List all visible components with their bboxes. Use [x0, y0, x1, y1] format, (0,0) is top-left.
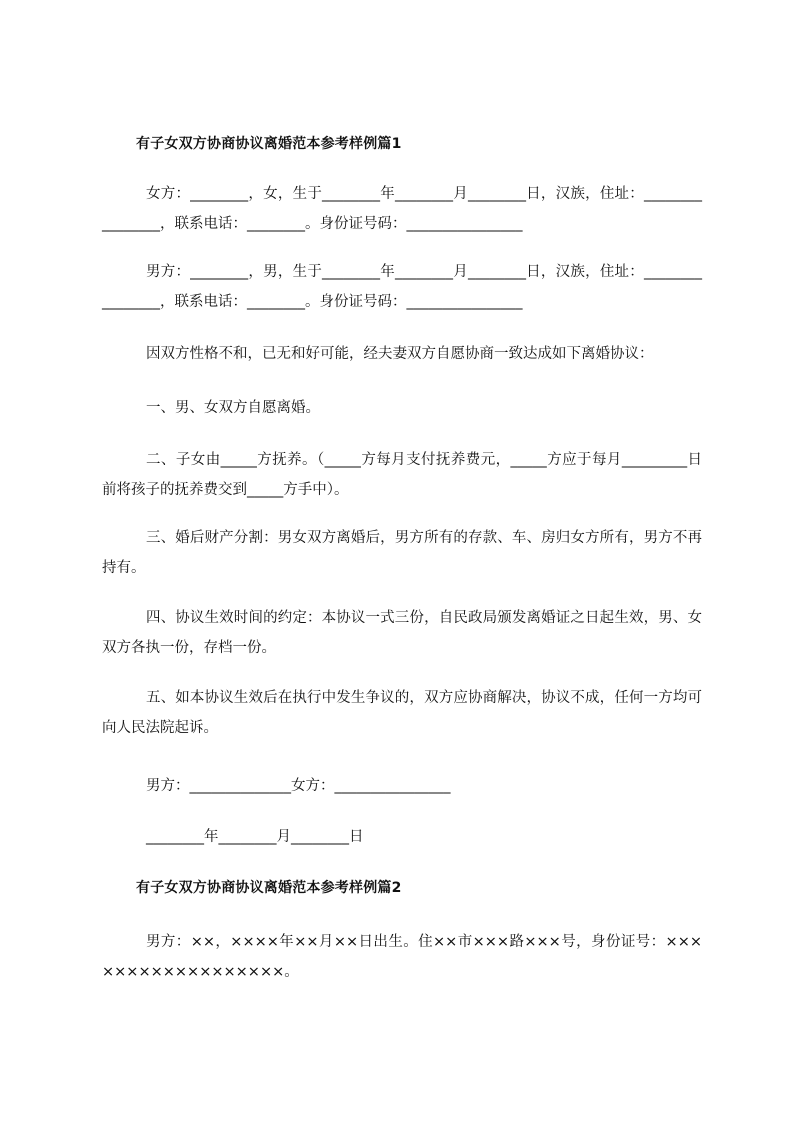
clause-5-paragraph: 五、如本协议生效后在执行中发生争议的，双方应协商解决，协议不成，任何一方均可向人民法院起诉。 — [102, 690, 702, 736]
section-heading-2: 有子女双方协商协议离婚范本参考样例篇2 — [136, 880, 402, 896]
clause-2-paragraph: 二、子女由_____方抚养。（_____方每月支付抚养费元，_____方应于每月_________日前将孩子的抚养费交到_____方手中）。 — [102, 452, 702, 498]
clause-4-paragraph: 四、协议生效时间的约定：本协议一式三份，自民政局颁发离婚证之日起生效，男、女双方各执一份，存档一份。 — [102, 610, 702, 656]
man-info-paragraph-2: 男方：××，××××年××月××日出生。住××市×××路×××号，身份证号：××××××××××××××××××。 — [102, 934, 702, 980]
woman-info-paragraph: 女方：________，女，生于________年________月________日，汉族，住址：________________，联系电话：________。身份证号码：________________ — [102, 186, 702, 232]
signature-line: 男方：______________女方：________________ — [146, 778, 451, 794]
man-info-paragraph: 男方：________，男，生于________年________月________日，汉族，住址：________________，联系电话：________。身份证号码：________________ — [102, 264, 702, 310]
section-heading-1: 有子女双方协商协议离婚范本参考样例篇1 — [136, 136, 402, 152]
clause-3-paragraph: 三、婚后财产分割：男女双方离婚后，男方所有的存款、车、房归女方所有，男方不再持有。 — [102, 530, 702, 576]
clause-1-paragraph: 一、男、女双方自愿离婚。 — [146, 400, 320, 416]
preamble-paragraph: 因双方性格不和，已无和好可能，经夫妻双方自愿协商一致达成如下离婚协议： — [146, 346, 654, 362]
date-line: ________年________月________日 — [146, 829, 364, 845]
